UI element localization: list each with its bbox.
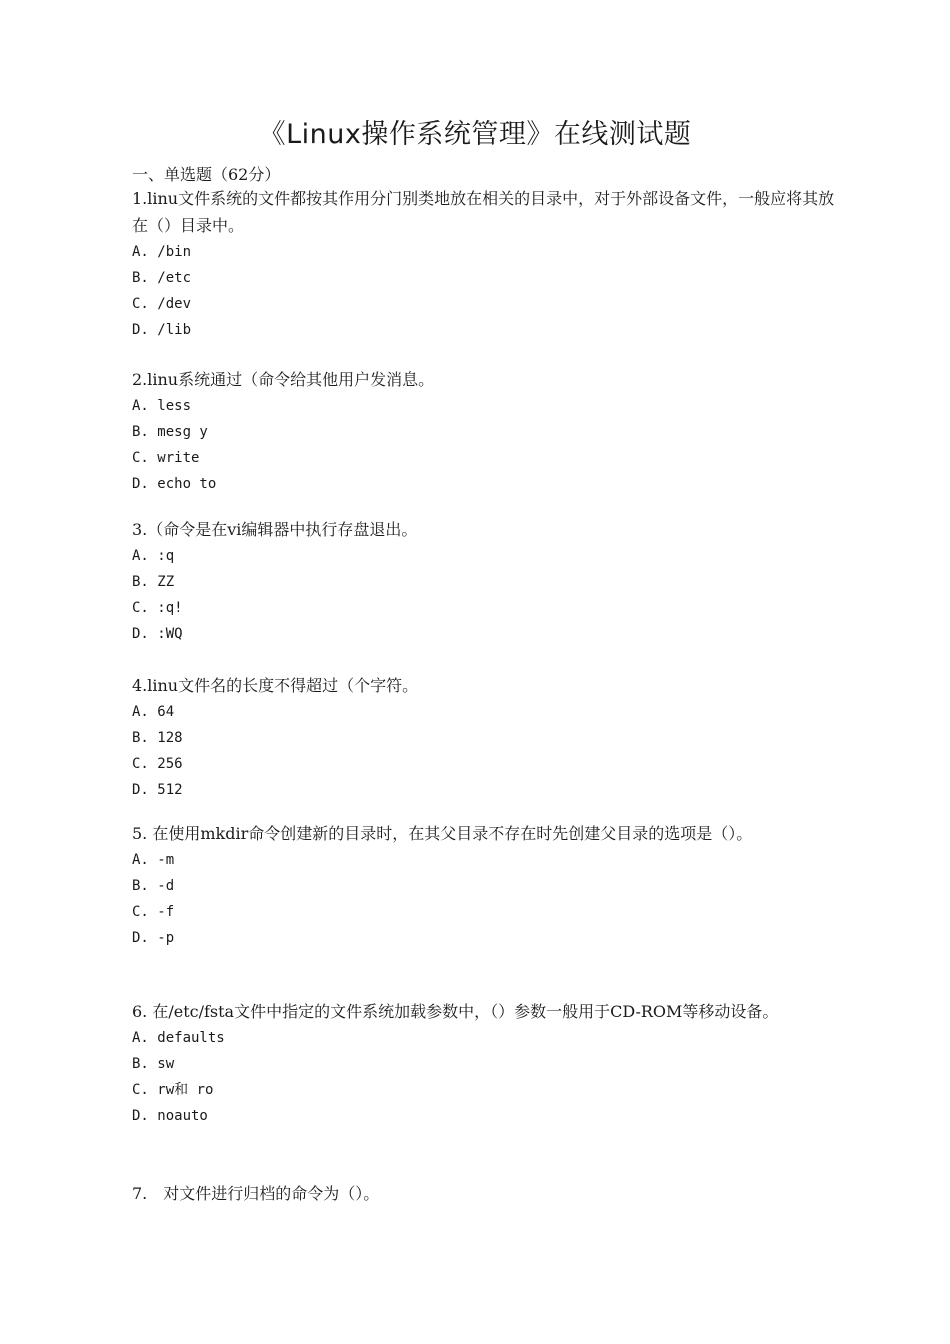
question-2 xyxy=(132,366,837,497)
question-stem: 4.linu文件名的长度不得超过（个字符。 xyxy=(132,676,419,695)
option-b: B. -d xyxy=(132,878,175,894)
question-stem: 5. 在使用mkdir命令创建新的目录时，在其父目录不存在时先创建父目录的选项是（）。 xyxy=(132,824,753,843)
section-heading: 一、单选题（62分） xyxy=(132,165,281,184)
option-d: D. :WQ xyxy=(132,626,183,642)
option-a: A. /bin xyxy=(132,244,192,260)
question-7 xyxy=(132,1180,837,1207)
option-b: B. sw xyxy=(132,1056,175,1072)
option-c: C. /dev xyxy=(132,296,192,312)
option-a: A. defaults xyxy=(132,1030,225,1046)
question-stem: 6. 在/etc/fsta文件中指定的文件系统加载参数中，（）参数一般用于CD-ROM等移动设备。 xyxy=(132,1002,779,1021)
option-d: D. 512 xyxy=(132,782,183,798)
question-stem: 7. 对文件进行归档的命令为（）。 xyxy=(132,1184,380,1203)
option-b: B. ZZ xyxy=(132,574,175,590)
option-c: C. write xyxy=(132,450,200,466)
document-title: 《Linux操作系统管理》在线测试题 xyxy=(258,119,692,150)
option-b: B. 128 xyxy=(132,730,183,746)
option-c: C. 256 xyxy=(132,756,183,772)
option-c: C. :q! xyxy=(132,600,183,616)
question-1 xyxy=(132,185,837,343)
option-a: A. :q xyxy=(132,548,175,564)
option-a: A. 64 xyxy=(132,704,175,720)
question-stem: 2.linu系统通过（命令给其他用户发消息。 xyxy=(132,370,435,389)
question-3 xyxy=(132,516,837,647)
option-a: A. -m xyxy=(132,852,175,868)
question-4 xyxy=(132,672,837,803)
option-d: D. -p xyxy=(132,930,175,946)
question-stem: 1.linu文件系统的文件都按其作用分门别类地放在相关的目录中，对于外部设备文件，一般应将其放在（）目录中。 xyxy=(132,189,835,235)
question-5 xyxy=(132,820,837,951)
option-d: D. echo to xyxy=(132,476,217,492)
option-b: B. /etc xyxy=(132,270,192,286)
option-a: A. less xyxy=(132,398,192,414)
option-b: B. mesg y xyxy=(132,424,208,440)
option-d: D. noauto xyxy=(132,1108,208,1124)
option-c: C. rw和 ro xyxy=(132,1082,214,1098)
option-c: C. -f xyxy=(132,904,175,920)
question-6 xyxy=(132,998,837,1129)
option-d: D. /lib xyxy=(132,322,192,338)
question-stem: 3.（命令是在vi编辑器中执行存盘退出。 xyxy=(132,520,418,539)
